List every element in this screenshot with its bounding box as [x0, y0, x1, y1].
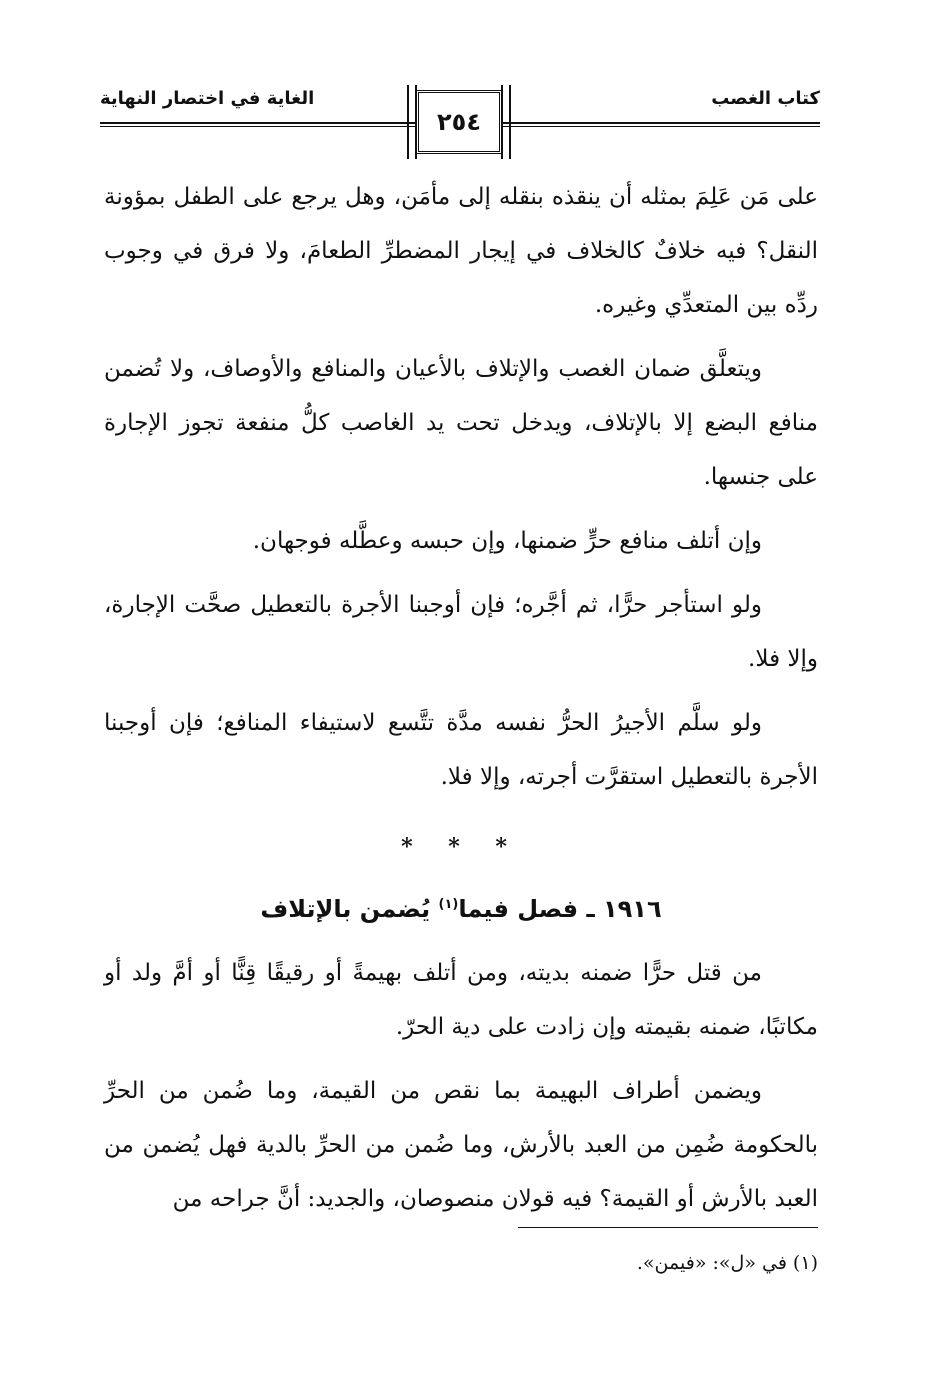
page-number-frame [416, 90, 502, 154]
paragraph: ويتعلَّق ضمان الغصب والإتلاف بالأعيان والمنافع والأوصاف، ولا تُضمن منافع البضع إلا بالإتلاف، ويدخل تحت يد الغاصب كلُّ منفعة تجوز الإجارة على جنسها. [104, 356, 818, 490]
page-number: ٢٥٤ [437, 108, 481, 136]
paragraph: على مَن عَلِمَ بمثله أن ينقذه بنقله إلى مأمَن، وهل يرجع على الطفل بمؤونة النقل؟ فيه خلافٌ كالخلاف في إيجار المضطرِّ الطعامَ، ولا فرق في وجوب ردِّه بين المتعدِّي وغيره. [104, 184, 818, 318]
chapter-title: كتاب الغصب [711, 88, 820, 109]
paragraph: ولو استأجر حرًّا، ثم أجَّره؛ فإن أوجبنا الأجرة بالتعطيل صحَّت الإجارة، وإلا فلا. [104, 592, 818, 672]
footnote-reference: (١) [438, 897, 459, 912]
section-heading-text-end: يُضمن بالإتلاف [260, 895, 439, 923]
book-title: الغاية في اختصار النهاية [100, 88, 315, 109]
section-heading [104, 882, 818, 936]
section-heading-text: ١٩١٦ ـ فصل فيما [458, 895, 662, 923]
paragraph: ولو سلَّم الأجيرُ الحرُّ نفسه مدَّة تتَّسع لاستيفاء المنافع؛ فإن أوجبنا الأجرة بالتعطيل استقرَّت أجرته، وإلا فلا. [104, 710, 818, 790]
footnote: (١) في «ل»: «فيمن». [636, 1252, 818, 1274]
paragraph: وإن أتلف منافع حرٍّ ضمنها، وإن حبسه وعطَّله فوجهان. [252, 528, 762, 554]
section-separator: * * * [401, 834, 521, 860]
paragraph: ويضمن أطراف البهيمة بما نقص من القيمة، وما ضُمن من الحرِّ بالحكومة ضُمِن من العبد بالأرش، وما ضُمن من الحرِّ بالدية فهل يُضمن من العبد بالأرش أو القيمة؟ فيه قولان منصوصان، والجديد: أنَّ جراحه من [104, 1078, 818, 1212]
page-header [100, 80, 820, 160]
paragraph: من قتل حرًّا ضمنه بديته، ومن أتلف بهيمةً أو رقيقًا قِنًّا أو أمَّ ولد أو مكاتبًا، ضمنه بقيمته وإن زادت على دية الحرّ. [104, 960, 818, 1040]
footnote-divider [518, 1227, 818, 1228]
page-body [104, 170, 818, 1236]
